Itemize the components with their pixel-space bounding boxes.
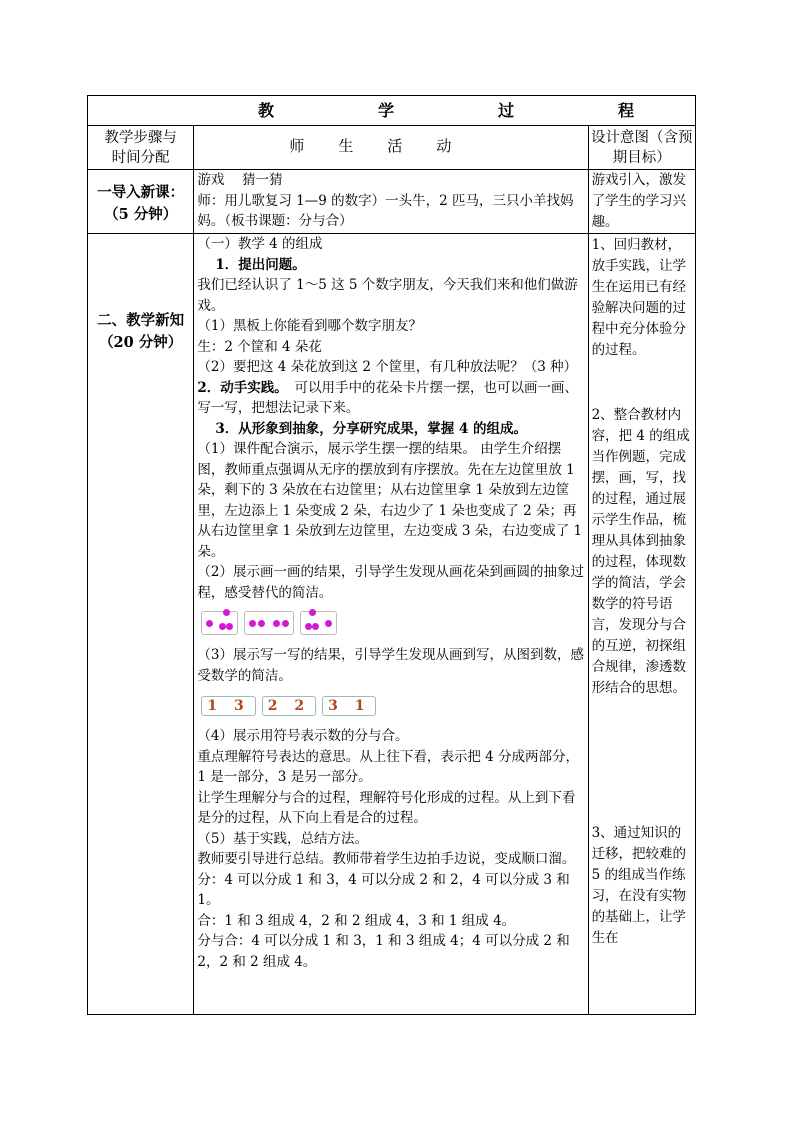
title-char: 学 — [377, 101, 394, 120]
title-char: 程 — [617, 101, 634, 120]
table-title — [88, 96, 696, 126]
number-card: 1 3 — [201, 696, 255, 716]
header-step: 教学步骤与 时间分配 — [88, 126, 194, 170]
title-char: 教 — [258, 101, 275, 120]
circle-drawings — [201, 611, 584, 635]
title-char: 过 — [497, 101, 514, 120]
dot-card-2-2 — [244, 611, 294, 635]
number-card: 2 2 — [262, 696, 316, 716]
header-activity: 师 生 活 动 — [194, 126, 588, 170]
number-cards — [201, 696, 584, 716]
activity-intro: 游戏 猜一猜 师：用儿歌复习 1—9 的数字）一头牛，2 匹马，三只小羊找妈妈。（板书课题：分与合） — [194, 170, 588, 234]
step-intro: 一导入新课： （5 分钟） — [88, 170, 194, 234]
dot-card-1-3 — [201, 611, 238, 635]
header-intent: 设计意图（含预 期目标） — [588, 126, 695, 170]
number-card: 3 1 — [322, 696, 376, 716]
intent-intro: 游戏引入，激发了学生的学习兴趣。 — [588, 170, 695, 234]
activity-new-knowledge: （一）教学 4 的组成 1．提出问题。 我们已经认识了 1～5 这 5 个数字朋友，今天我们来和他们做游戏。 （1）黑板上你能看到哪个数字朋友？ 生：2 个筐和 4 朵花 （2）要把这 4 朵花放到这 2 个筐里，有几种放法呢？（3 种） 2．动手实践。 可以用手中的花朵卡片摆一摆，也可以画一画、写一写，把想法记录下来。 3．从形象到抽象，分享研究成果，掌握 4 的组成。 （1）课件配合演示，展示学生摆一摆的结果。 由学生介绍摆图，教师重点强调从无序的摆放到有序摆放。先在左边筐里放 1 朵，剩下的 3 朵放在右边筐里；从右边筐里拿 1 朵放到左边筐里，左边添上 1 朵变成 2 朵，右边少了 1 朵也变成了 2 朵；再从右边筐里拿 1 朵放到左边筐里，左边变成 3 朵，右边变成了 1 朵。 （2）展示画一画的结果，引导学生发现从画花朵到画圆的抽象过程，感受替代的简洁。 （3）展示写一写的结果，引导学生发现从画到写，从图到数，感受数学的简洁。 1 3 2 2 3 1 （4）展示用符号表示数的分与合。 重点理解符号表达的意思。从上往下看，表示把 4 分成两部分，1 是一部分，3 是另一部分。 让学生理解分与合的过程，理解符号化形成的过程。从上到下看是分的过程，从下向上看是合的过程。 （5）基于实践，总结方法。 教师要引导进行总结。教师带着学生边拍手边说，变成顺口溜。 分：4 可以分成 1 和 3，4 可以分成 2 和 2，4 可以分成 3 和 1。 合：1 和 3 组成 4，2 和 2 组成 4，3 和 1 组成 4。 分与合：4 可以分成 1 和 3，1 和 3 组成 4；4 可以分成 2 和 2，2 和 2 组成 4。 — [194, 234, 588, 1015]
dot-card-3-1 — [300, 611, 337, 635]
step-new-knowledge: 二、教学新知 （20 分钟） — [88, 234, 194, 1015]
lesson-plan-table — [87, 95, 696, 1015]
intent-new-knowledge: 1、回归教材，放手实践，让学生在运用已有经验解决问题的过程中充分体验分的过程。 2、整合教材内容，把 4 的组成当作例题，完成摆，画，写，找的过程，通过展示学生作品，梳理从具体到抽象的过程，体现数学的简洁，学会数学的符号语言，发现分与合的互逆，初探组合规律，渗透数形结合的思想。 3、通过知识的迁移，把较难的 5 的组成当作练习，在没有实物的基础上，让学生在 — [588, 234, 695, 1015]
